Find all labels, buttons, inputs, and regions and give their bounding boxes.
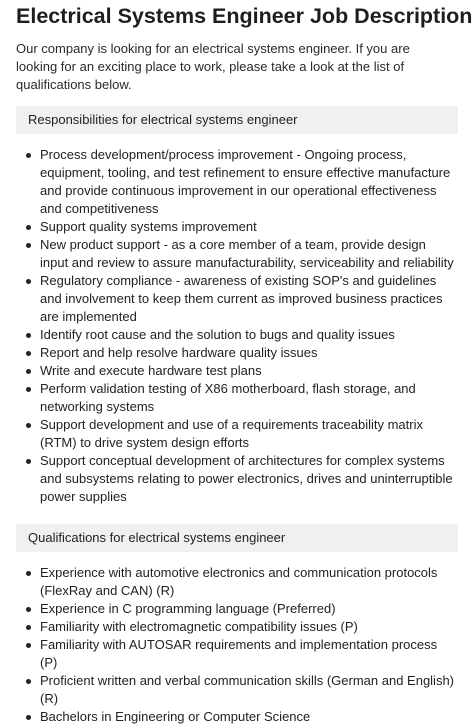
qualification-item: Familiarity with electromagnetic compatibility issues (P) xyxy=(40,618,458,636)
responsibility-item: Support conceptual development of architectures for complex systems and subsystems relating to power electronics, drives and uninterruptible power supplies xyxy=(40,452,458,506)
responsibility-item: Process development/process improvement - Ongoing process, equipment, tooling, and test refinement to ensure effective manufacture and provide continuous improvement in our operational effectiveness and competitiveness xyxy=(40,146,458,218)
qualification-item: Experience with automotive electronics and communication protocols (FlexRay and CAN) (R) xyxy=(40,564,458,600)
responsibility-item: Perform validation testing of X86 motherboard, flash storage, and networking systems xyxy=(40,380,458,416)
responsibility-item: Support development and use of a requirements traceability matrix (RTM) to drive system design efforts xyxy=(40,416,458,452)
responsibility-item: New product support - as a core member of a team, provide design input and review to assure manufacturability, serviceability and reliability xyxy=(40,236,458,272)
responsibilities-header: Responsibilities for electrical systems engineer xyxy=(16,106,458,134)
responsibility-item: Report and help resolve hardware quality issues xyxy=(40,344,458,362)
page-title: Electrical Systems Engineer Job Description xyxy=(16,4,473,28)
qualification-item: Experience in C programming language (Preferred) xyxy=(40,600,458,618)
responsibilities-list xyxy=(16,146,458,506)
qualification-item: Proficient written and verbal communication skills (German and English) (R) xyxy=(40,672,458,708)
responsibility-item: Write and execute hardware test plans xyxy=(40,362,458,380)
qualification-item: Familiarity with AUTOSAR requirements and implementation process (P) xyxy=(40,636,458,672)
intro-paragraph: Our company is looking for an electrical systems engineer. If you are looking for an exciting place to work, please take a look at the list of qualifications below. xyxy=(16,41,410,92)
qualifications-header: Qualifications for electrical systems engineer xyxy=(16,524,458,552)
qualification-item: Bachelors in Engineering or Computer Science xyxy=(40,708,458,726)
qualifications-list xyxy=(16,564,458,726)
responsibility-item: Regulatory compliance - awareness of existing SOP's and guidelines and involvement to keep them current as improved business practices are implemented xyxy=(40,272,458,326)
responsibility-item: Identify root cause and the solution to bugs and quality issues xyxy=(40,326,458,344)
responsibility-item: Support quality systems improvement xyxy=(40,218,458,236)
